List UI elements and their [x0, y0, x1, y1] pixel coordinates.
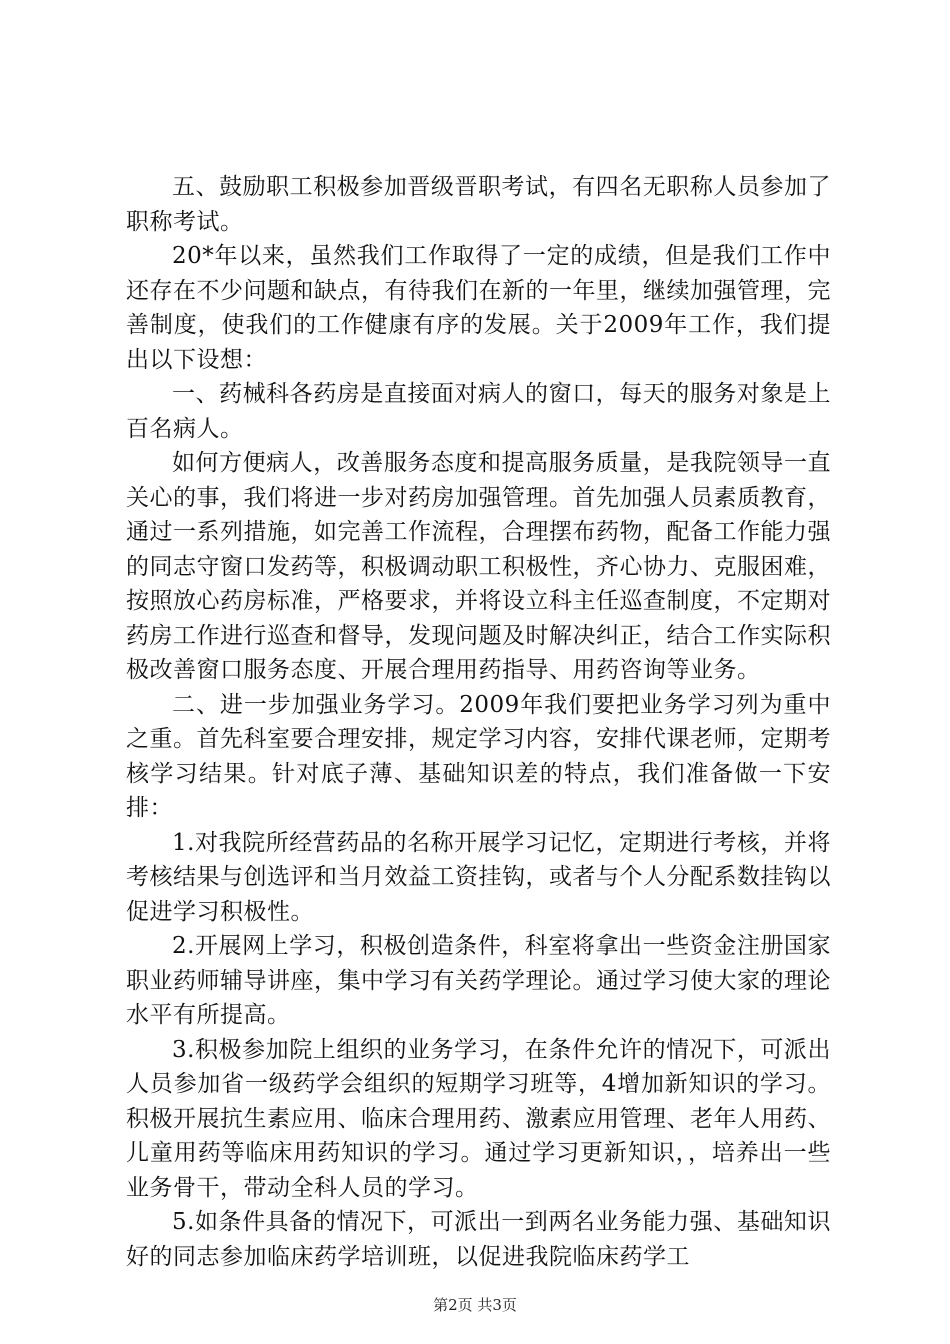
paragraph: 一、药械科各药房是直接面对病人的窗口，每天的服务对象是上百名病人。 — [126, 381, 831, 442]
paragraph: 3.积极参加院上组织的业务学习，在条件允许的情况下，可派出人员参加省一级药学会组织的短期学习班等，4增加新知识的学习。积极开展抗生素应用、临床合理用药、激素应用管理、老年人用药、儿童用药等临床用药知识的学习。通过学习更新知识，，培养出一些业务骨干，带动全科人员的学习。 — [126, 1036, 831, 1201]
document-body — [126, 170, 831, 1274]
paragraph: 5.如条件具备的情况下，可派出一到两名业务能力强、基础知识好的同志参加临床药学培训班，以促进我院临床药学工 — [126, 1209, 831, 1270]
paragraph: 2.开展网上学习，积极创造条件，科室将拿出一些资金注册国家职业药师辅导讲座，集中学习有关药学理论。通过学习使大家的理论水平有所提高。 — [126, 933, 831, 1028]
paragraph: 二、进一步加强业务学习。2009年我们要把业务学习列为重中之重。首先科室要合理安排，规定学习内容，安排代课老师，定期考核学习结果。针对底子薄、基础知识差的特点，我们准备做一下安排： — [126, 691, 831, 821]
page-footer: 第2页 共3页 — [433, 1296, 517, 1314]
paragraph: 如何方便病人，改善服务态度和提高服务质量，是我院领导一直关心的事，我们将进一步对药房加强管理。首先加强人员素质教育，通过一系列措施，如完善工作流程，合理摆布药物，配备工作能力强的同志守窗口发药等，积极调动职工积极性，齐心协力、克服困难，按照放心药房标准，严格要求，并将设立科主任巡查制度，不定期对药房工作进行巡查和督导，发现问题及时解决纠正，结合工作实际积极改善窗口服务态度、开展合理用药指导、用药咨询等业务。 — [126, 450, 831, 683]
paragraph: 1.对我院所经营药品的名称开展学习记忆，定期进行考核，并将考核结果与创选评和当月效益工资挂钩，或者与个人分配系数挂钩以促进学习积极性。 — [126, 829, 831, 925]
paragraph: 五、鼓励职工积极参加晋级晋职考试，有四名无职称人员参加了职称考试。 — [126, 174, 831, 235]
paragraph: 20*年以来，虽然我们工作取得了一定的成绩，但是我们工作中还存在不少问题和缺点，有待我们在新的一年里，继续加强管理，完善制度，使我们的工作健康有序的发展。关于2009年工作，我们提出以下设想： — [126, 243, 831, 373]
